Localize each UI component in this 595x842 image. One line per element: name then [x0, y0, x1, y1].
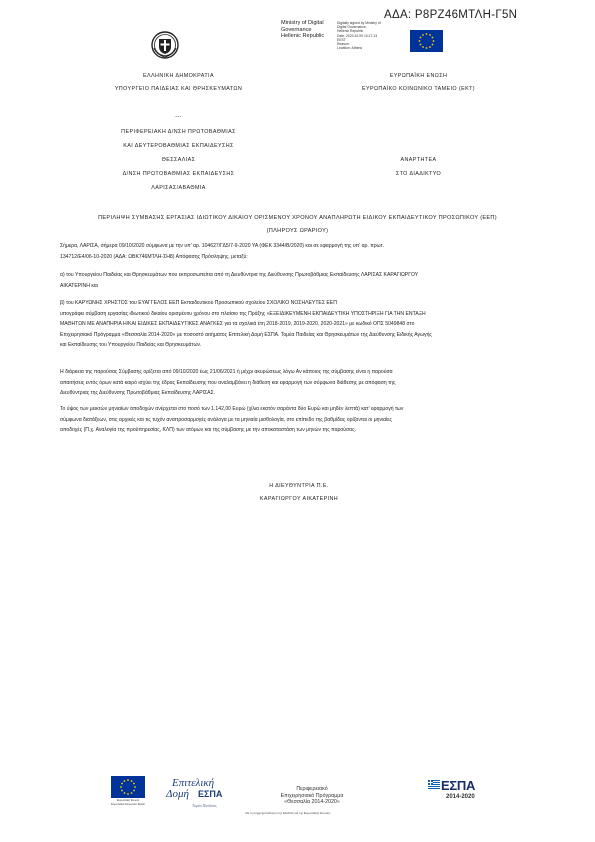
programme-line-3: «Θεσσαλία 2014-2020»: [284, 799, 340, 805]
regional-programme-label: [262, 786, 362, 806]
programme-line-1: Περιφερειακό: [296, 786, 328, 792]
city-label: ΛΑΡΙΣΑΣ/ΑΒΑΘΜΙΑ: [151, 185, 206, 191]
paragraph-party-b: [60, 298, 538, 351]
text-line: β) του ΚΑΡΥΩΝΗΣ ΧΡΗΣΤΟΣ του ΕΥΑΓΓΕΛΟΣ ΕΕΠ Εκπαιδευτικού Προσωπικού σχολείου ΣΧΟΛΙΚΟ ΝΟΣΗΛΕΥΤΕΣ ΕΕΠ: [60, 300, 337, 306]
directorate-line-1: ΠΕΡΙΦΕΡΕΙΑΚΗ Δ/ΝΣΗ ΠΡΩΤΟΒΑΘΜΙΑΣ: [121, 129, 236, 135]
posted-label-1: ΑΝΑΡΤΗΤΕΑ: [400, 157, 437, 163]
signature-line: Hellenic Republic: [337, 29, 364, 34]
ministry-line: Ministry of Digital: [281, 20, 324, 26]
text-line: α) του Υπουργείου Παιδείας και Θρησκευμάτων που εκπροσωπείται από τη Διευθύντρια της Διεύθυνσης Πρωτοβάθμιας Εκπαίδευσης ΛΑΡΙΣΑΣ ΚΑΡΑΓΙΩΡΓΟΥ: [60, 272, 419, 278]
text-line: Διευθύντριας της Διεύθυνσης Πρωτοβάθμιας Εκπαίδευσης ΛΑΡΙΣΑΣ.: [60, 390, 216, 396]
fund-label: ΕΥΡΩΠΑΪΚΟ ΚΟΙΝΩΝΙΚΟ ΤΑΜΕΙΟ (ΕΚΤ): [361, 86, 475, 92]
text-line: ΜΑΘΗΤΩΝ ΜΕ ΑΝΑΠΗΡΙΑ Η/ΚΑΙ ΕΙΔΙΚΕΣ ΕΚΠΑΙΔΕΥΤΙΚΕΣ ΑΝΑΓΚΕΣ για τα σχολικά έτη 2018-2019, 2019-2020, 2020-2021» με κωδικό ΟΠΣ 5049848 στο: [60, 321, 415, 327]
text-line: Το ύψος των μεικτών μηνιαίων αποδοχών ανέρχεται στο ποσό των 1.142,00 Ευρώ (χίλια εκατόν σαράντα δύο Ευρώ και μηδέν λεπτά) κατ' εφαρμογή των: [60, 406, 404, 412]
text-line: 134712/Ε4/06-10-2020 (ΑΔΑ: ΩΒΚ746ΜΤΛΗ-ΣΗ8) Απόφασης Πρόσληψης, μεταξύ:: [60, 253, 248, 260]
text-line: ΑΙΚΑΤΕΡΙΝΗ και: [60, 282, 98, 289]
signature-line: Digital Governance,: [337, 25, 367, 30]
eu-caption-2: Ευρωπαϊκό Κοινωνικό Ταμείο: [111, 803, 145, 806]
signatory-role: Η ΔΙΕΥΘΥΝΤΡΙΑ Π.Ε.: [269, 483, 329, 489]
posted-label-2: ΣΤΟ ΔΙΑΔΙΚΤΥΟ: [395, 171, 442, 177]
region-label: ΘΕΣΣΑΛΙΑΣ: [161, 157, 196, 163]
edespa-word-2: Δομή: [166, 788, 189, 800]
edespa-logo: [158, 774, 234, 812]
eu-flag-icon: [410, 30, 443, 52]
document-title: ΠΕΡΙΛΗΨΗ ΣΥΜΒΑΣΗΣ ΕΡΓΑΣΙΑΣ ΙΔΙΩΤΙΚΟΥ ΔΙΚΑΙΟΥ ΟΡΙΣΜΕΝΟΥ ΧΡΟΝΟΥ ΑΝΑΠΛΗΡΩΤΗ ΕΙΔΙΚΟΥ ΕΚΠΑΙΔΕΥΤΙΚΟΥ ΠΡΟΣΩΠΙΚΟΥ (ΕΕΠ): [98, 215, 497, 221]
eu-caption-1: Ευρωπαϊκή Ένωση: [116, 799, 140, 802]
paragraph-party-a: [60, 270, 538, 291]
greek-coat-of-arms-icon: [150, 30, 180, 60]
document-subtitle: (ΠΛΗΡΟΥΣ ΩΡΑΡΙΟΥ): [266, 228, 329, 234]
eu-flag-icon: [111, 776, 145, 798]
eu-label: ΕΥΡΩΠΑΪΚΗ ΕΝΩΣΗ: [389, 73, 448, 79]
paragraph-salary: [60, 404, 538, 436]
signature-line: Date: 2020.10.09 10:17:13: [337, 33, 378, 38]
programme-line-2: Επιχειρησιακό Πρόγραμμα: [280, 792, 344, 799]
text-line: Σήμερα, ΛΑΡΙΣΑ, σήμερα 09/10/2020 σύμφωνα με την υπ' αρ. 104627/ΓΔ5/7-9-2020 ΥΑ (ΦΕΚ 3344/Β/2020) και σε εφαρμογή της υπ' αρ. πρωτ.: [60, 243, 384, 249]
text-line: αποδοχές (Π.χ. Αναλογία της προϋπηρεσίας, ΚΛΠ) των ατόμων και της σύμβασης με την αποκαταστάση των μηνών της παρούσας.: [60, 427, 356, 433]
edespa-word-3: ΕΣΠΑ: [198, 789, 223, 799]
directorate-line-2: ΚΑΙ ΔΕΥΤΕΡΟΒΑΘΜΙΑΣ ΕΚΠΑΙΔΕΥΣΗΣ: [123, 143, 234, 149]
signature-line: EEST: [337, 37, 346, 42]
directorate-line-3: Δ/ΝΣΗ ΠΡΩΤΟΒΑΘΜΙΑΣ ΕΚΠΑΙΔΕΥΣΗΣ: [122, 171, 235, 177]
ministry-label: ΥΠΟΥΡΓΕΙΟ ΠΑΙΔΕΙΑΣ ΚΑΙ ΘΡΗΣΚΕΥΜΑΤΩΝ: [114, 86, 243, 92]
country-label: ΕΛΛΗΝΙΚΗ ΔΗΜΟΚΡΑΤΙΑ: [143, 73, 214, 79]
ada-code: ΑΔΑ: Ρ8ΡΖ46ΜΤΛΗ-Γ5Ν: [384, 9, 518, 21]
signatory-name: ΚΑΡΑΓΙΩΡΓΟΥ ΑΙΚΑΤΕΡΙΝΗ: [259, 496, 339, 502]
footer-eu-logo: [106, 776, 150, 806]
text-line: υπογράφει σύμβαση εργασίας ιδιωτικού δικαίου ορισμένου χρόνου στο πλαίσιο της Πράξης «ΕΞΕΙΔΙΚΕΥΜΕΝΗ ΕΚΠΑΙΔΕΥΤΙΚΗ ΥΠΟΣΤΗΡΙΞΗ ΓΙΑ ΤΗΝ ΕΝΤΑΞΗ: [60, 310, 426, 317]
text-line: απαιτήσεις εντός όρων κατά καιρό ισχύει της έδρας Εκπαίδευσης που αναλαμβάνει η διάθεση και εφαρμογή των σύμφωνα διάθεσης με απόφαση της: [60, 379, 396, 386]
signature-line: Reason:: [337, 42, 350, 47]
greek-flag-icon: [428, 780, 440, 789]
paragraph-intro: [60, 241, 538, 262]
text-line: και Εκπαίδευσης του Υπουργείου Παιδείας και Θρησκευμάτων.: [60, 342, 202, 348]
text-line: Η διάρκεια της παρούσας Σύμβασης ορίζεται από 09/10/2020 έως 21/06/2021 ή μέχρι ακυρώσεως λόγω Αν κάποιος της σύμβασης είναι η παρούσα: [60, 369, 393, 375]
espa-word: ΕΣΠΑ: [441, 778, 476, 793]
ministry-line: Governance: [281, 26, 312, 33]
signature-line: Location: Athens: [337, 46, 363, 51]
separator-dashes: ---: [175, 114, 182, 120]
espa-years: 2014-2020: [446, 794, 475, 800]
cofunding-note: Με τη συγχρηματοδότηση της Ελλάδας και της Ευρωπαϊκής Ένωσης: [245, 811, 331, 815]
edespa-sector: Τομέα Παιδείας: [192, 803, 217, 808]
signature-line: Digitally signed by Ministry of: [337, 21, 381, 25]
text-line: σύμφωνα διατάξεων, στις αρχικές και τις τυχόν αναπροσαρμογές ανάλογα με τα μηνιαία μισθολογία, στο επίπεδο της βαθμίδας ορίζονται οι μηνιαίες: [60, 416, 392, 423]
text-line: Επιχειρησιακό Πρόγραμμα «Θεσσαλία 2014-2020» με ποσοστό αιτήματος Επιτελική Δομή ΕΣΠΑ. Τομέα Παιδείας και Θρησκευμάτων της Διεύθυνσης Ειδικής Αγωγής: [60, 331, 432, 338]
paragraph-duration: [60, 367, 538, 399]
ministry-line: Hellenic Republic: [281, 33, 325, 40]
espa-logo: [428, 778, 484, 808]
edespa-word-1: Επιτελική: [172, 777, 215, 789]
